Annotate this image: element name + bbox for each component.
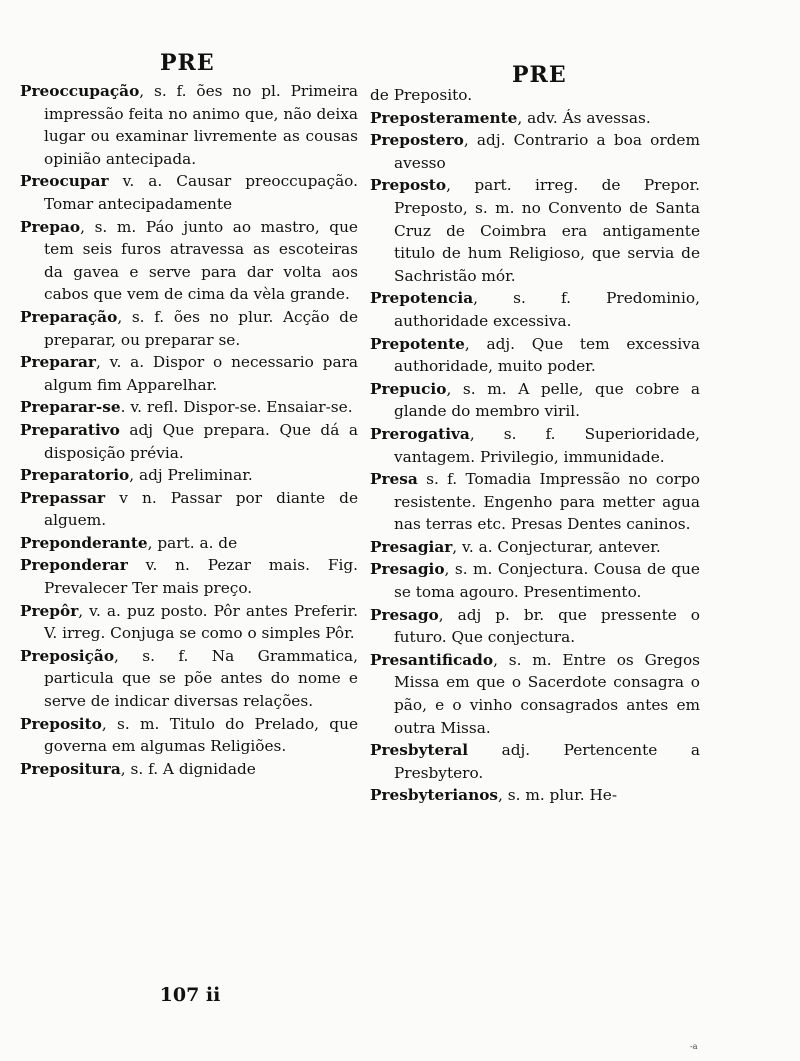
page-header-right: PRE [512,62,567,88]
entry-definition: , v. a. puz posto. Pôr antes Preferir. V. irreg. Conjuga se como o simples Pôr. [44,601,358,643]
entry-headword: Preparação [20,307,118,326]
dictionary-entry [370,649,700,739]
dictionary-entry [20,419,358,464]
entry-definition: v n. Passar por diante de alguem. [44,488,358,530]
entry-definition: , s. f. Na Grammatica, particula que se põe antes do nome e serve de indicar diversas relações. [44,646,358,711]
entry-definition: , part. a. de [147,533,238,552]
entry-headword: Presagiar [370,537,453,556]
dictionary-entry [20,487,358,532]
entry-definition: , s. m. Conjectura. Cousa de que se toma agouro. Presentimento. [394,560,700,602]
dictionary-entry [370,107,700,130]
entry-headword: Prerogativa [370,424,470,443]
dictionary-entry [370,174,700,287]
dictionary-entry [370,84,700,107]
entry-headword: Preparatorio [20,466,130,485]
entry-headword: Prepostero [370,131,464,150]
entry-headword: Preponderar [20,556,128,575]
entry-definition: , s. f. A dignidade [120,759,256,778]
entry-headword: Prepassar [20,488,106,507]
entry-headword: Preparar [20,353,96,372]
entry-definition: s. f. Tomadia Impressão no corpo resistente. Engenho para metter agua nas terras etc. Presas Dentes caninos. [394,470,700,534]
dictionary-entry [20,758,358,781]
entry-headword: Presbyteral [370,741,469,760]
dictionary-entry [370,739,700,784]
entry-definition: , adv. Ás avessas. [517,108,651,127]
dictionary-entry [20,80,358,170]
entry-headword: Preposto [370,176,447,195]
entry-definition: , part. irreg. de Prepor. Preposto, s. m. no Convento de Santa Cruz de Coimbra era antigamente titulo de hum Religioso, que servia de Sachristão mór. [394,176,700,285]
entry-headword: Prepao [20,217,81,236]
entry-headword: Prepôr [20,601,79,620]
entry-headword: Presbyterianos [370,786,499,805]
entry-headword: Preposição [20,646,115,665]
dictionary-entry [20,713,358,758]
dictionary-entry [370,604,700,649]
entry-definition: v. n. Pezar mais. Fig. Prevalecer Ter mais preço. [44,556,358,598]
dictionary-entry [370,129,700,174]
entry-definition: , adj p. br. que pressente o futuro. Que conjectura. [394,605,700,647]
dictionary-entry [370,287,700,332]
entry-headword: Presantificado [370,650,494,669]
entry-definition: , s. m. plur. He- [498,786,617,805]
dictionary-entry [370,333,700,378]
entry-headword: Prepotente [370,334,465,353]
entry-definition: , adj. Contrario a boa ordem avesso [394,131,700,172]
entry-definition: . v. refl. Dispor-se. Ensaiar-se. [120,398,353,417]
entry-definition: , s. m. Titulo do Prelado, que governa em algumas Religiões. [44,714,358,756]
entry-headword: Preocupar [20,172,109,191]
dictionary-entry [20,645,358,713]
entry-headword: Presa [370,470,418,489]
dictionary-entry [370,468,700,536]
page-number: 107 ii [159,984,221,1006]
entry-headword: Prepucio [370,379,447,398]
dictionary-column-right [370,84,700,807]
entry-definition: , s. f. Predominio, authoridade excessiva. [394,289,700,330]
entry-definition: v. a. Causar preoccupação. Tomar antecipadamente [44,172,358,213]
dictionary-entry [20,600,358,645]
entry-headword: Presagio [370,560,445,579]
dictionary-entry [20,170,358,215]
dictionary-column-left [20,80,358,780]
dictionary-entry [370,423,700,468]
dictionary-entry [370,378,700,423]
entry-definition: , adj. Que tem excessiva authoridade, muito poder. [394,334,700,376]
dictionary-entry [370,784,700,807]
entry-headword: Preposito [20,714,102,733]
entry-definition: de Preposito. [370,86,473,104]
entry-definition: , s. m. Páo junto ao mastro, que tem seis furos atravessa as escoteiras da gavea e serve para dar volta aos cabos que vem de cima da vèla grande. [44,217,358,304]
entry-definition: , v. a. Dispor o necessario para algum fim Apparelhar. [44,353,358,394]
entry-headword: Preparar-se [20,398,121,417]
entry-definition: , v. a. Conjecturar, antever. [452,537,661,556]
entry-headword: Prepositura [20,759,121,778]
entry-headword: Prepotencia [370,289,474,308]
dictionary-entry [370,558,700,603]
entry-definition: , s. m. A pelle, que cobre a glande do membro viril. [394,379,700,421]
entry-definition: adj. Pertencente a Presbytero. [394,741,700,782]
corner-mark: -a [690,1042,698,1051]
entry-definition: , s. f. Superioridade, vantagem. Privilegio, immunidade. [394,424,700,466]
dictionary-entry [20,554,358,599]
dictionary-entry [20,532,358,555]
entry-definition: , s. f. ões no plur. Acção de preparar, ou preparar se. [44,307,358,349]
entry-headword: Preoccupação [20,82,140,100]
dictionary-entry [20,216,358,306]
entry-definition: , s. m. Entre os Gregos Missa em que o Sacerdote consagra o pão, e o vinho consagrados antes em outra Missa. [394,650,700,737]
dictionary-entry [20,351,358,396]
dictionary-entry [20,306,358,351]
entry-headword: Presago [370,605,439,624]
page-header-left: PRE [160,50,215,76]
entry-definition: adj Que prepara. Que dá a disposição prévia. [44,420,358,462]
dictionary-entry [370,536,700,559]
entry-headword: Preparativo [20,420,120,439]
entry-definition: , adj Preliminar. [129,466,253,485]
entry-headword: Preposteramente [370,108,518,127]
entry-headword: Preponderante [20,533,148,552]
dictionary-entry [20,396,358,419]
entry-definition: , s. f. ões no pl. Primeira impressão feita no animo que, não deixa lugar ou examinar livremente as cousas opinião antecipada. [44,82,358,168]
dictionary-entry [20,464,358,487]
